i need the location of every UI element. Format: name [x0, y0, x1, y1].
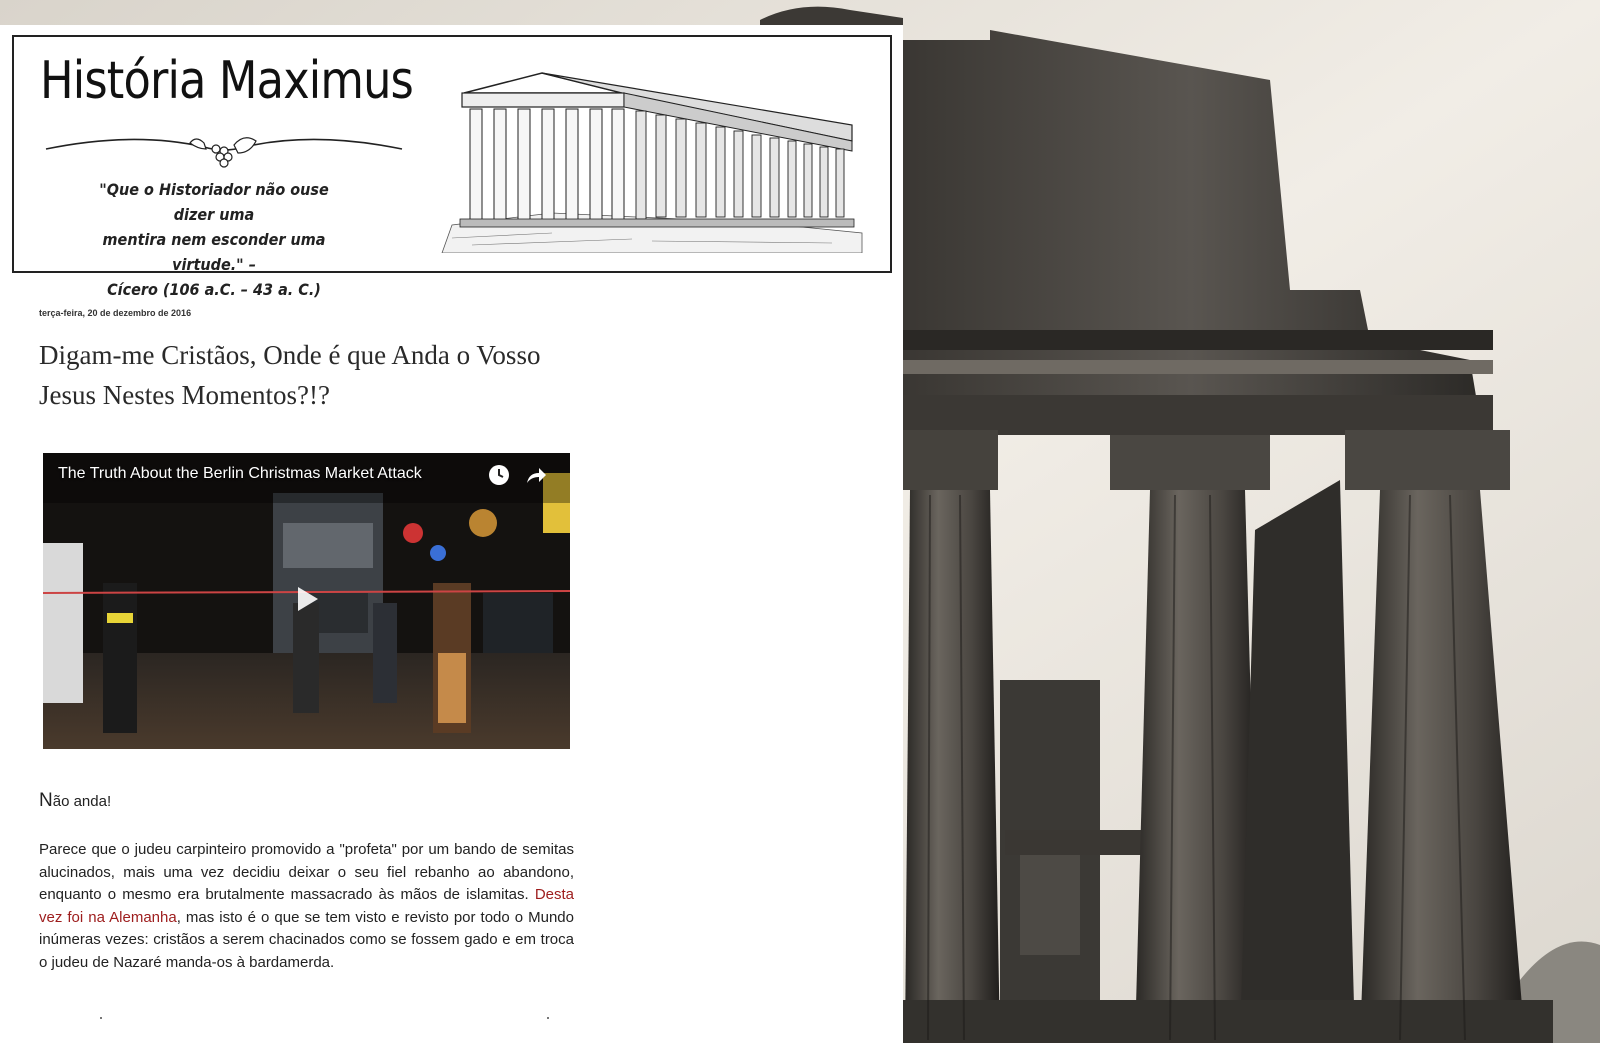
post-date: terça-feira, 20 de dezembro de 2016 [39, 308, 192, 318]
play-icon[interactable] [283, 578, 329, 620]
lead-sentence [39, 790, 111, 812]
share-icon[interactable] [521, 461, 549, 489]
greek-temple-engraving [432, 53, 872, 253]
youtube-video-embed[interactable] [43, 453, 570, 749]
body-text-start: Parece que o judeu carpinteiro promovido a "profeta" por um bando de semitas alucinados, mais uma vez decidiu deixar o seu fiel rebanho ao abandono, enquanto o mesmo era brutalmente massacrado às mãos de islamitas. [39, 841, 574, 903]
lead-rest: ão anda! [52, 793, 112, 810]
video-title[interactable]: The Truth About the Berlin Christmas Market Attack [58, 465, 422, 482]
lead-first-letter: N [39, 790, 53, 811]
blog-page [0, 25, 903, 1043]
blog-header [12, 35, 892, 299]
post-body-paragraph [39, 839, 574, 974]
separator-dot [100, 1017, 102, 1019]
alemanha-link[interactable]: Desta vez foi na Alemanha [39, 886, 574, 926]
clock-icon[interactable] [485, 461, 513, 489]
post-title[interactable]: Digam-me Cristãos, Onde é que Anda o Vosso Jesus Nestes Momentos?!? [39, 340, 541, 410]
quote-line: Cícero (106 a.C. – 43 a. C.) [107, 280, 321, 299]
body-text-end: , mas isto é o que se tem visto e revisto por todo o Mundo inúmeras vezes: cristãos a serem chacinados como se fossem gado e em troca o judeu de Nazaré manda-os à bardamerda. [39, 908, 574, 971]
quote-line: mentira nem esconder uma virtude." – [102, 230, 326, 274]
blog-title[interactable]: História Maximus [40, 51, 413, 111]
grape-vine-flourish [44, 127, 404, 171]
quote-line: "Que o Historiador não ouse dizer uma [99, 180, 329, 224]
separator-dot [547, 1017, 549, 1019]
cicero-quote [79, 177, 349, 302]
